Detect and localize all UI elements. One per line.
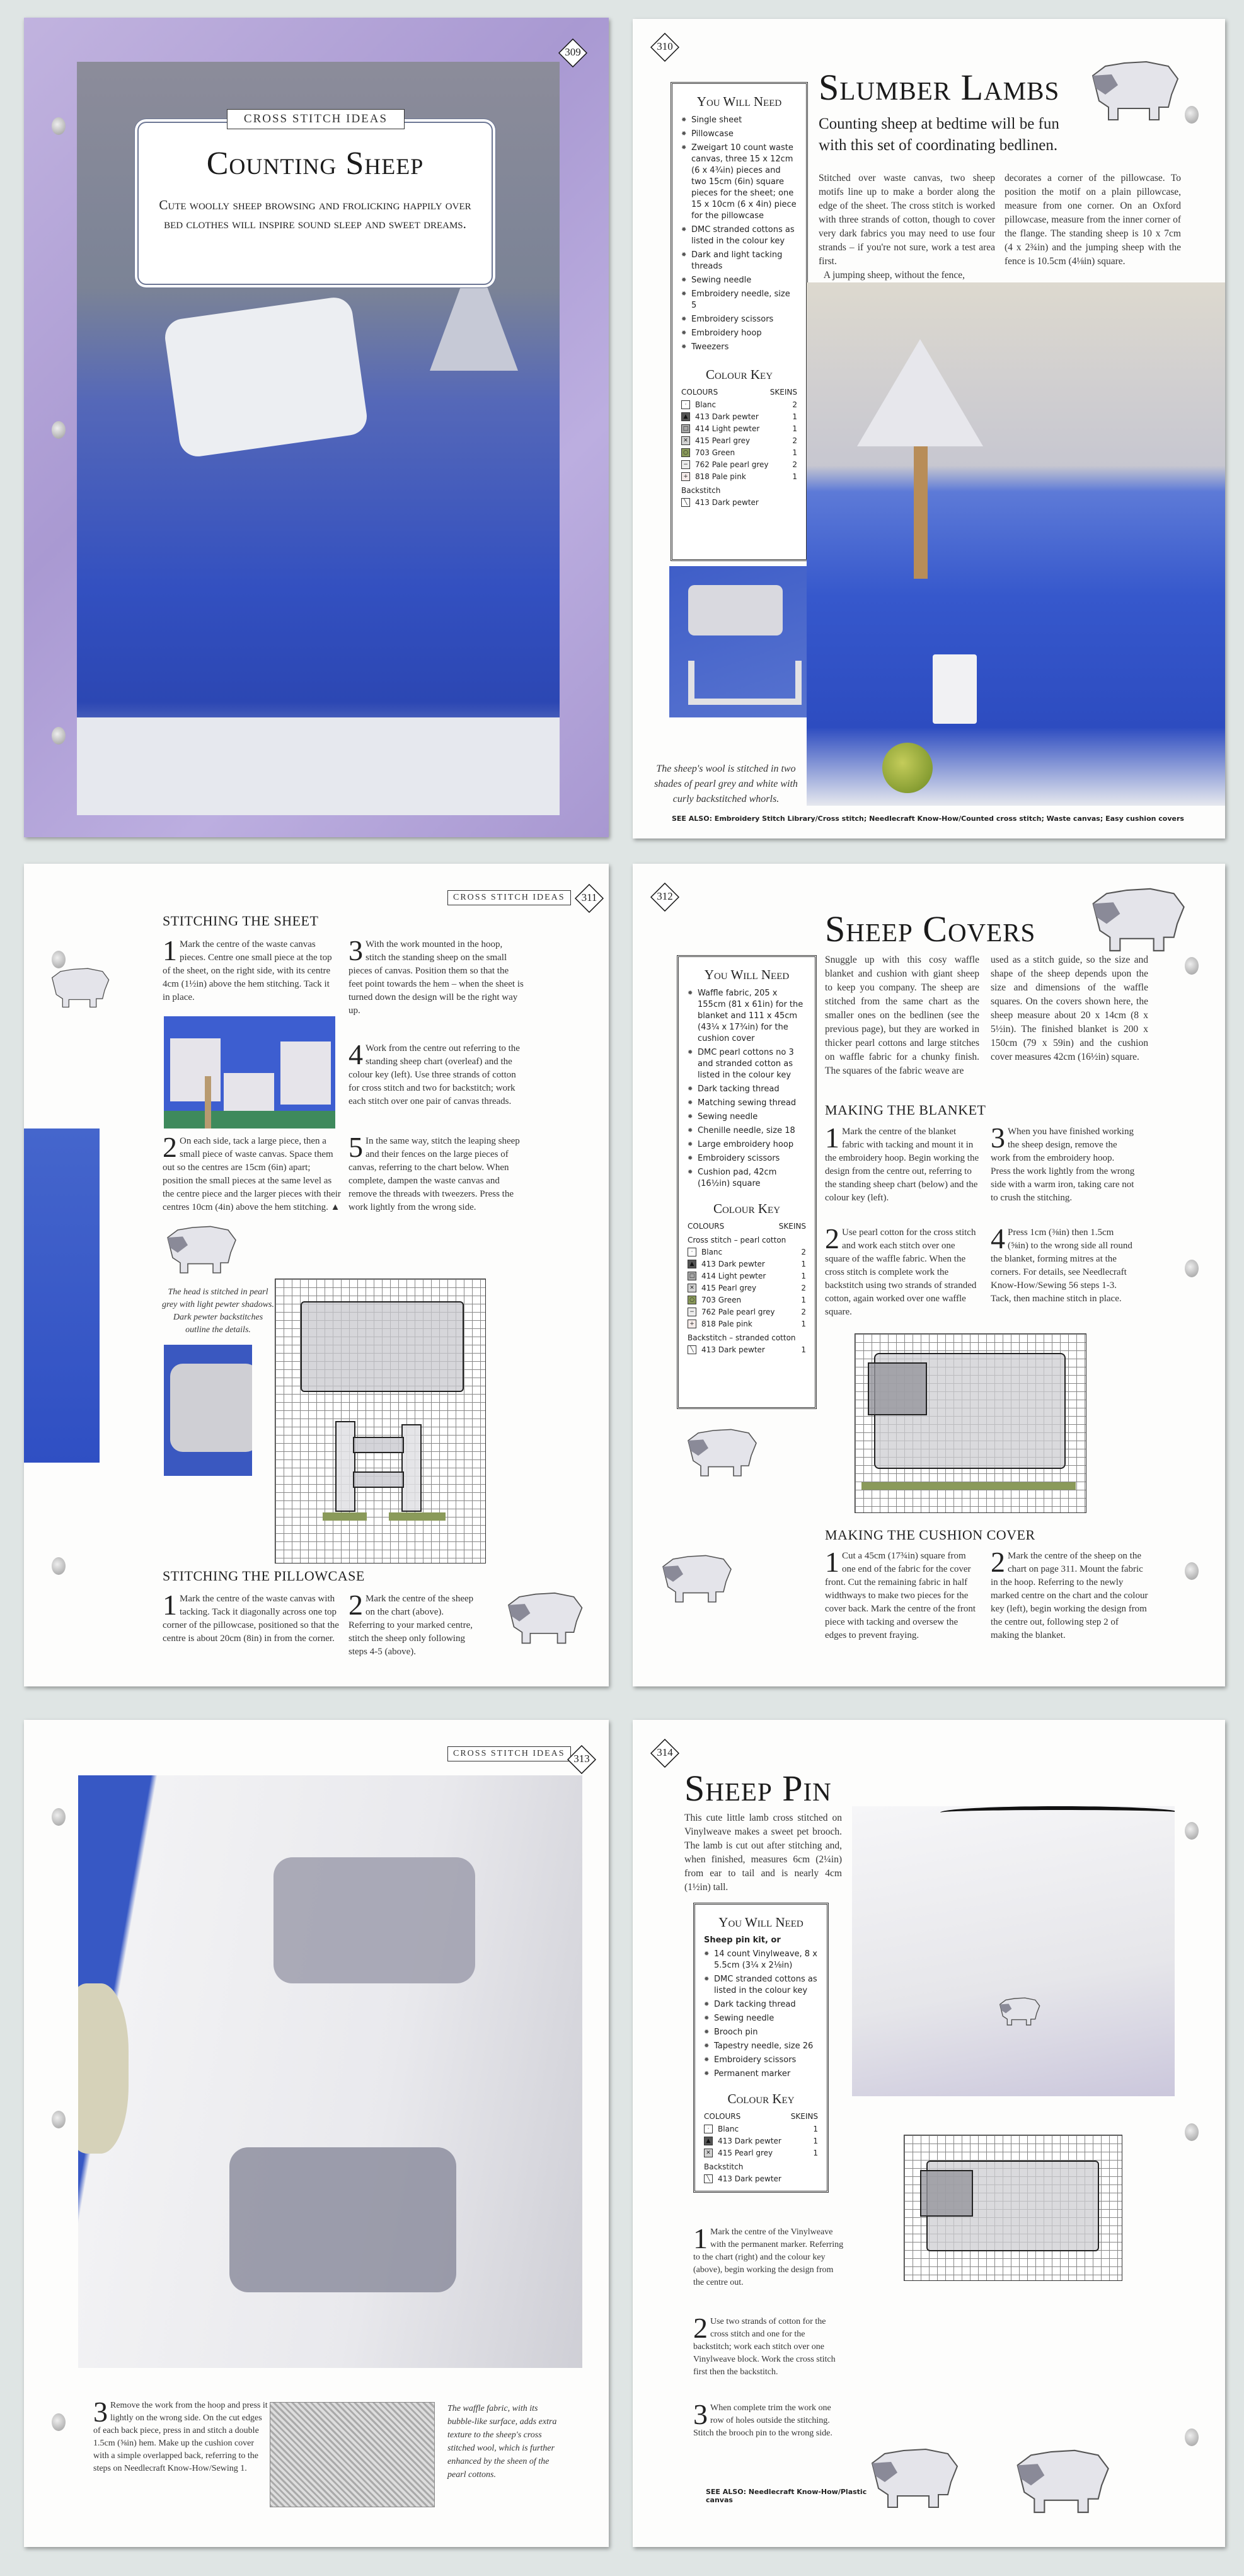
canvas-piece	[280, 1041, 331, 1105]
canvas-piece	[224, 1073, 274, 1114]
step-4: 4 Work from the centre out referring to the standing sheep chart (overleaf) and the colour key (left). Use three strands of cotton for cross stitch and two for backstitch; work each stitch over one pair of canvas threads.	[348, 1038, 520, 1106]
binder-hole	[52, 117, 66, 135]
colour-key-row: □ 414 Light pewter 1	[688, 1272, 806, 1280]
sheep-stitched-large	[274, 1857, 475, 1983]
colour-key-heading: Colour Key	[727, 2091, 795, 2106]
list-item: ✹ 14 count Vinylweave, 8 x 5.5cm (3¼ x 2⅛in)	[704, 1949, 818, 1971]
waste-canvas-photo	[164, 1016, 335, 1128]
step-3: 3 When complete trim the work one row of holes outside the stitching. Stitch the brooch pin to the wrong side.	[693, 2398, 832, 2438]
page-311	[24, 864, 609, 1686]
green-apple	[882, 743, 933, 793]
sheep-head	[868, 1362, 927, 1415]
list-item: ✹ Embroidery scissors	[681, 314, 797, 325]
series-banner: CROSS STITCH IDEAS	[447, 890, 571, 905]
colour-key-row: ○ 703 Green 1	[681, 448, 797, 457]
list-item: ✹ Embroidery hoop	[681, 328, 797, 339]
bed-photo-edge	[24, 1128, 100, 1463]
series-banner: CROSS STITCH IDEAS	[227, 109, 405, 129]
list-item: ✹ Large embroidery hoop	[688, 1139, 806, 1151]
colour-key-row: + 818 Pale pink 1	[688, 1320, 806, 1328]
colour-key-row: □ 414 Light pewter 1	[681, 424, 797, 433]
section-heading: STITCHING THE SHEET	[163, 913, 319, 929]
step-3: 3 When you have finished working the sheep design, remove the work from the embroidery hoop. Press the work lightly from the wrong side with a warm iron, taking care not to crush the stitching.	[991, 1122, 1135, 1203]
step-2: 2 Mark the centre of the sheep on the chart on page 311. Mount the fabric in the hoop. Referring to the newly marked centre on the chart and the colour key (left), begin working the design from the centre out, following step 2 of making the blanket.	[991, 1546, 1148, 1640]
kit-label: Sheep pin kit, or	[704, 1935, 781, 1945]
list-item: ✹ Embroidery scissors	[704, 2055, 818, 2066]
closeup-photo-sheep-head	[164, 1345, 252, 1476]
symbol-dash-icon: −	[681, 460, 690, 469]
symbol-diagonal-icon: ╲	[704, 2174, 713, 2183]
step-4: 4 Press 1cm (⅜in) then 1.5cm (⅝in) to the wrong side all round the blanket, forming mitres at the corners. For details, see Needlecraft Know-How/Sewing 56 steps 1-3. Tack, then machine stitch in place.	[991, 1222, 1132, 1304]
step-2: 2 Use two strands of cotton for the cross stitch and one for the backstitch; work each stitch over one Vinylweave block. Work the cross stitch first then the backstitch.	[693, 2312, 836, 2377]
ruler	[205, 1076, 211, 1128]
symbol-square-icon: □	[681, 424, 690, 433]
sheep-motif-icon	[658, 1551, 734, 1608]
you-will-need-box	[677, 955, 817, 1409]
list-item: ✹ Permanent marker	[704, 2068, 818, 2080]
step-5: 5 In the same way, stitch the leaping sheep and their fences on the large pieces of canvas, referring to the chart below. When complete, dampen the waste canvas and remove the threads with tweezers. Press the work lightly from the wrong side.	[348, 1131, 520, 1212]
lamp-base	[914, 446, 928, 579]
section-heading: MAKING THE BLANKET	[825, 1102, 986, 1118]
backstitch-label: Backstitch	[681, 486, 721, 495]
fence-post	[335, 1421, 355, 1512]
colour-key-row: ▲ 413 Dark pewter 1	[688, 1260, 806, 1268]
fence-post	[401, 1424, 422, 1512]
symbol-diagonal-icon: ╲	[681, 498, 690, 507]
backstitch-label: Backstitch	[704, 2162, 744, 2171]
intro-text: Cute woolly sheep browsing and frolicking happily over bed clothes will inspire sound sleep and sweet dreams.	[159, 197, 471, 231]
colour-key-row: − 762 Pale pearl grey 2	[681, 460, 797, 469]
list-item: ✹ Tweezers	[681, 342, 797, 353]
plate-with-food	[78, 1983, 129, 2154]
sheep-motif-icon	[1086, 883, 1187, 958]
page-number-badge: 310	[650, 33, 679, 62]
series-banner: CROSS STITCH IDEAS	[447, 1746, 571, 1761]
colour-key-row: − 762 Pale pearl grey 2	[688, 1308, 806, 1316]
symbol-cross-icon: ✕	[704, 2149, 713, 2157]
glass-of-milk	[933, 654, 977, 724]
intro-column-1: Stitched over waste canvas, two sheep motifs line up to make a border along the edge of the sheet. The cross stitch is worked with three strands of cotton, though to cover very dark fabrics you may need to use four strands – if you're not sure, work a test area first. A jumping sheep, without the fence,	[819, 173, 995, 281]
lamp-shade	[857, 339, 983, 446]
step-3: 3 Remove the work from the hoop and press it lightly on the wrong side. On the cut edges of each back piece, press in and stitch a double 1.5cm (⅝in) hem. Make up the cushion cover with a simple overlapped back, referring to the steps on Needlecraft Know-How/Sewing 1.	[93, 2396, 268, 2473]
list-item: ✹ Cushion pad, 42cm (16½in) square	[688, 1167, 806, 1190]
colour-key-header: COLOURS SKEINS	[681, 388, 797, 397]
colour-key-row: ✕ 415 Pearl grey 2	[688, 1284, 806, 1292]
binder-hole	[52, 2413, 66, 2431]
fence-stitch	[688, 661, 802, 705]
list-item: ✹ Zweigart 10 count waste canvas, three 15 x 12cm (6 x 4¾in) pieces and two 15cm (6in) square pieces for the sheet; one 15 x 10cm (6 x 4in) piece for the pillowcase	[681, 142, 797, 222]
page-314	[633, 1720, 1225, 2547]
binder-hole	[52, 727, 66, 745]
cross-stitch-label: Cross stitch – pearl cotton	[688, 1236, 786, 1244]
backstitch-row: ╲ 413 Dark pewter	[681, 498, 797, 507]
black-piping	[940, 1806, 1175, 1819]
grass	[861, 1482, 1076, 1490]
see-also: SEE ALSO: Embroidery Stitch Library/Cross stitch; Needlecraft Know-How/Counted cross stitch; Waste canvas; Easy cushion covers	[672, 815, 1184, 823]
list-item: ✹ Dark tacking thread	[688, 1084, 806, 1095]
binder-hole	[1185, 957, 1199, 975]
colour-key-heading: Colour Key	[713, 1201, 781, 1216]
sheep-pin-finished-icon	[866, 2444, 960, 2514]
intro-column-2: decorates a corner of the pillowcase. To position the motif on a plain pillowcase, measure from one corner. On an Oxford pillowcase, measure from the inner corner of the flange. The standing sheep is 10 x 7cm (4 x 2¾in) and the jumping sheep with the fence is 10.5cm (4⅛in) square.	[1005, 173, 1181, 267]
colour-key-heading: Colour Key	[705, 367, 773, 382]
list-item: ✹ Embroidery scissors	[688, 1153, 806, 1164]
you-will-need-box	[671, 82, 808, 561]
sheep-head	[920, 2170, 973, 2217]
materials-list	[688, 988, 806, 1190]
step-1: 1 Mark the centre of the blanket fabric with tacking and mount it in the embroidery hoop. Begin working the design from the centre out, referring to the standing sheep chart (below) and the colour key (left).	[825, 1122, 979, 1203]
sheep-stitch	[688, 585, 783, 635]
subtitle: Counting sheep at bedtime will be fun with this set of coordinating bedlinen.	[819, 115, 1059, 154]
sheep-motif-icon	[503, 1589, 585, 1649]
bedroom-photo	[807, 282, 1225, 806]
step-2: 2 On each side, tack a large piece, then a small piece of waste canvas. Space them out so the centres are 15cm (6in) apart; position the small pieces at the same level as the centre piece and the larger pieces with their centres 10cm (4in) above the hem stitching. ▲	[163, 1131, 341, 1212]
colour-key-header: COLOURS SKEINS	[704, 2112, 818, 2121]
symbol-diagonal-icon: ╲	[688, 1345, 696, 1354]
sheep-stitched-large	[229, 2147, 456, 2292]
waffle-blanket-photo	[78, 1775, 582, 2368]
list-item: ✹ Sewing needle	[681, 275, 797, 286]
green-strip	[164, 1111, 335, 1128]
sheep-pin-icon	[997, 1995, 1041, 2028]
backstitch-label: Backstitch – stranded cotton	[688, 1333, 796, 1342]
list-item: ✹ Matching sewing thread	[688, 1098, 806, 1109]
colour-key-row: ▲ 413 Dark pewter 1	[681, 412, 797, 421]
step-1: 1 Mark the centre of the Vinylweave with the permanent marker. Referring to the chart (right) and the colour key (above), begin working the design from the centre out.	[693, 2222, 844, 2287]
intro-column-1: Snuggle up with this cosy waffle blanket and cushion with giant sheep to keep you company. The sheep are stitched from the same chart as the smaller ones on the bedlinen (see the previous page), but they are worked in thicker pearl cottons and large stitches on waffle fabric for a chunky finish. The squares of the fabric weave are	[825, 954, 979, 1076]
colour-key-row: ○ 703 Green 1	[688, 1296, 806, 1304]
symbol-square-icon: □	[688, 1272, 696, 1280]
detail-photo-jumping-sheep	[669, 566, 808, 717]
waffle-texture-closeup	[270, 2402, 435, 2507]
list-item: ✹ Tapestry needle, size 26	[704, 2041, 818, 2052]
materials-list	[704, 1949, 818, 2080]
photo-caption: The head is stitched in pearl grey with light pewter shadows. Dark pewter backstitches outline the details.	[162, 1287, 274, 1335]
fence-rail	[353, 1471, 404, 1488]
grass	[389, 1512, 446, 1521]
you-will-need-box	[693, 1903, 829, 2193]
colour-key-row: · Blanc 1	[704, 2125, 818, 2133]
list-item: ✹ Sewing needle	[704, 2013, 818, 2024]
list-item: ✹ Sewing needle	[688, 1111, 806, 1123]
page-313	[24, 1720, 609, 2547]
binder-hole	[1185, 2123, 1199, 2141]
step-3: 3 With the work mounted in the hoop, stitch the standing sheep on the small pieces of canvas. Position them so that the feet point towards the hem – when the sheet is turned down the design will be the right way up.	[348, 934, 524, 1016]
title-panel	[137, 112, 493, 285]
list-item: ✹ DMC pearl cottons no 3 and stranded cotton as listed in the colour key	[688, 1047, 806, 1081]
sheet-hem	[77, 717, 560, 815]
symbol-dot-icon: ·	[704, 2125, 713, 2133]
list-item: ✹ Dark tacking thread	[704, 1999, 818, 2010]
sheep-motif-icon	[48, 965, 111, 1012]
symbol-dot-icon: ·	[681, 400, 690, 409]
binder-hole	[52, 1557, 66, 1575]
page-number-badge: 309	[558, 38, 587, 67]
sheep-shape	[301, 1301, 464, 1392]
photo-caption: The sheep's wool is stitched in two shades of pearl grey and white with curly backstitched whorls.	[654, 763, 798, 804]
jumping-sheep-fence-chart	[275, 1279, 486, 1564]
symbol-dot-icon: ·	[688, 1248, 696, 1256]
backstitch-row: ╲ 413 Dark pewter 1	[688, 1345, 806, 1354]
page-number-badge: 313	[567, 1745, 596, 1774]
symbol-triangle-icon: ▲	[704, 2137, 713, 2145]
backstitch-row: ╲ 413 Dark pewter	[704, 2174, 818, 2183]
step-1: 1 Mark the centre of the waste canvas with tacking. Tack it diagonally across one top corner of the pillowcase, positioned so that the centre is about 20cm (8in) in from the corner.	[163, 1589, 339, 1644]
standing-sheep-chart	[855, 1333, 1086, 1513]
fence-rail	[353, 1437, 404, 1453]
binder-hole	[1185, 106, 1199, 124]
page-title: Counting Sheep	[206, 146, 424, 182]
intro-column-2: used as a stitch guide, so the size and shape of the sheep depends upon the size and dimensions of the waffle squares. On the covers shown here, the sheep measure about 20 x 14cm (8 x 5½in). The finished blanket is 200 x 150cm (79 x 59in) and the cushion cover measures 42cm (16½in) square.	[991, 954, 1148, 1062]
section-heading: MAKING THE CUSHION COVER	[825, 1527, 1035, 1543]
pillow	[163, 295, 369, 459]
sheep-pin-chart	[904, 2135, 1122, 2281]
symbol-triangle-icon: ▲	[688, 1260, 696, 1268]
page-number-badge: 311	[575, 884, 604, 913]
step-1: 1 Cut a 45cm (17¾in) square from one end of the fabric for the cover front. Cut the remaining fabric in half widthways to make two pieces for the cover back. Mark the centre of the front piece with tacking and oversew the edges to prevent fraying.	[825, 1546, 976, 1640]
symbol-circle-icon: ○	[681, 448, 690, 457]
binder-hole	[52, 421, 66, 439]
canvas-piece	[170, 1038, 221, 1101]
symbol-plus-icon: +	[681, 472, 690, 481]
binder-hole	[1185, 1822, 1199, 1840]
step-2: 2 Use pearl cotton for the cross stitch and work each stitch over one square of the waffle fabric. When the cross stitch is complete work the backstitch using two strands of stranded cotton, again worked over one waffle square.	[825, 1222, 977, 1317]
list-item: ✹ Chenille needle, size 18	[688, 1125, 806, 1137]
sheep-motif-icon	[1086, 57, 1181, 126]
symbol-triangle-icon: ▲	[681, 412, 690, 421]
page-title: Slumber Lambs	[819, 67, 1060, 108]
binder-hole	[52, 2111, 66, 2128]
page-310	[633, 19, 1225, 838]
page-title: Sheep Pin	[684, 1768, 832, 1809]
colour-key-header: COLOURS SKEINS	[688, 1222, 806, 1231]
binder-hole	[1185, 1260, 1199, 1277]
list-item: ✹ Single sheet	[681, 115, 797, 126]
list-item: ✹ Embroidery needle, size 5	[681, 289, 797, 311]
list-item: ✹ Brooch pin	[704, 2027, 818, 2038]
symbol-cross-icon: ✕	[688, 1284, 696, 1292]
page-312	[633, 864, 1225, 1686]
box-heading: You Will Need	[696, 94, 782, 109]
symbol-cross-icon: ✕	[681, 436, 690, 445]
colour-key-row: ✕ 415 Pearl grey 1	[704, 2149, 818, 2157]
colour-key-row: · Blanc 2	[688, 1248, 806, 1256]
section-heading: STITCHING THE PILLOWCASE	[163, 1568, 365, 1584]
colour-key-row: ▲ 413 Dark pewter 1	[704, 2137, 818, 2145]
symbol-circle-icon: ○	[688, 1296, 696, 1304]
colour-key-row: · Blanc 2	[681, 400, 797, 409]
sheep-motif-icon	[683, 1425, 759, 1482]
box-heading: You Will Need	[704, 967, 790, 982]
page-title: Sheep Covers	[825, 908, 1036, 949]
binder-hole	[1185, 1562, 1199, 1580]
binder-hole	[52, 1808, 66, 1826]
step-2: 2 Mark the centre of the sheep on the chart (above). Referring to your marked centre, stitch the sheep only following steps 4-5 (above).	[348, 1589, 474, 1657]
box-heading: You Will Need	[718, 1915, 803, 1930]
list-item: ✹ Pillowcase	[681, 129, 797, 140]
photo-caption: The waffle fabric, with its bubble-like surface, adds extra texture to the sheep's cross stitched wool, which is further enhanced by the sheen of the pearl cottons.	[447, 2404, 557, 2480]
list-item: ✹ Dark and light tacking threads	[681, 250, 797, 272]
list-item: ✹ Waffle fabric, 205 x 155cm (81 x 61in) for the blanket and 111 x 45cm (43¼ x 17¾in) for the cushion cover	[688, 988, 806, 1045]
sheep-head-stitch	[170, 1364, 252, 1452]
colour-key-row: + 818 Pale pink 1	[681, 472, 797, 481]
sheep-motif-icon	[163, 1222, 238, 1279]
grass	[323, 1512, 367, 1521]
pillowcase-with-pin-photo	[852, 1806, 1175, 2096]
sheep-pin-finished-icon	[1011, 2445, 1112, 2519]
materials-list	[681, 115, 797, 353]
colour-key-row: ✕ 415 Pearl grey 2	[681, 436, 797, 445]
symbol-dash-icon: −	[688, 1308, 696, 1316]
page-309	[24, 18, 609, 837]
binder-hole	[1185, 2428, 1199, 2446]
list-item: ✹ DMC stranded cottons as listed in the colour key	[704, 1974, 818, 1997]
intro-text: This cute little lamb cross stitched on Vinylweave makes a sweet pet brooch. The lamb is cut out after stitching and, when finished, measures 6cm (2¼in) from ear to tail and is nearly 4cm (1½in) tall.	[684, 1813, 842, 1893]
page-number-badge: 312	[650, 883, 679, 912]
step-1: 1 Mark the centre of the waste canvas pieces. Centre one small piece at the top of the sheet, on the right side, with its centre 4cm (1½in) above the hem stitching. Tack it in place.	[163, 934, 332, 1002]
list-item: ✹ DMC stranded cottons as listed in the colour key	[681, 224, 797, 247]
symbol-plus-icon: +	[688, 1320, 696, 1328]
page-number-badge: 314	[650, 1739, 679, 1768]
see-also: SEE ALSO: Needlecraft Know-How/Plastic canvas	[706, 2488, 867, 2504]
